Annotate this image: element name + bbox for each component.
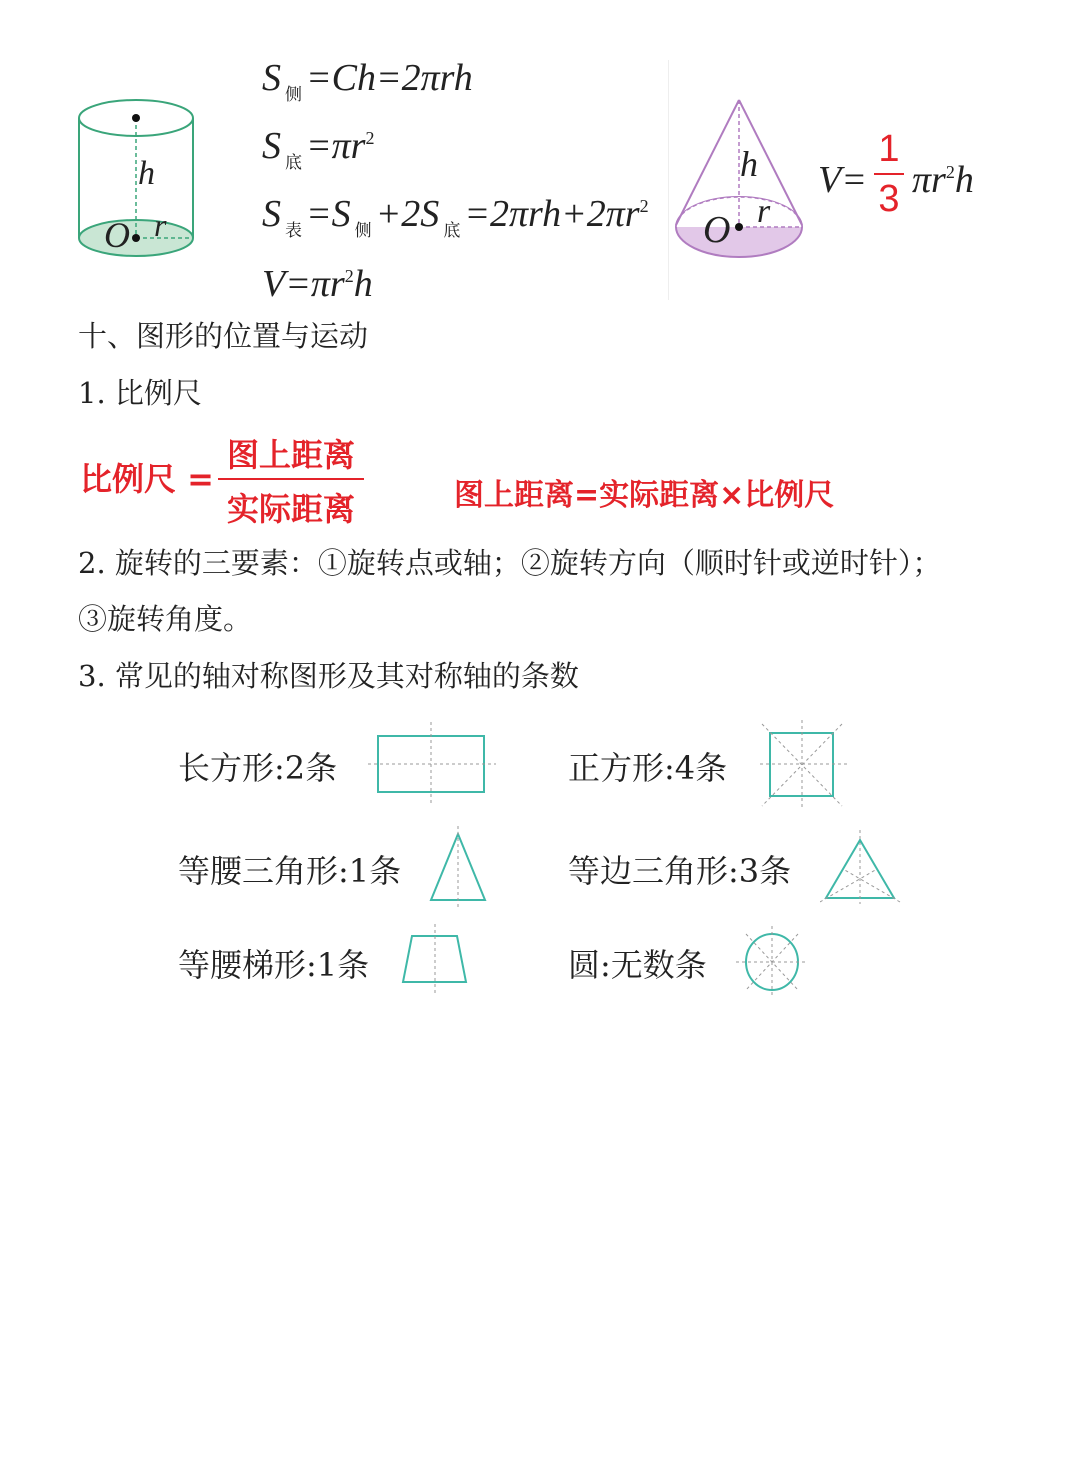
isosceles-trapezoid-symmetry-icon xyxy=(400,924,472,998)
formula-cone-volume-rest xyxy=(912,158,974,202)
scale-formula-lhs: 比例尺 = xyxy=(80,460,214,498)
rotation-line-2: ③旋转角度。 xyxy=(78,602,253,636)
symbol: S xyxy=(262,125,281,167)
shape-label-equilateral-triangle: 等边三角形:3条 xyxy=(568,852,792,890)
section-title: 十、图形的位置与运动 xyxy=(78,319,369,353)
subscript: 底 xyxy=(285,153,302,172)
expr: V=πr xyxy=(262,263,345,305)
formula-cone-volume xyxy=(818,158,867,202)
fraction-bar xyxy=(218,478,364,480)
superscript: 2 xyxy=(945,162,955,182)
symbol: S xyxy=(262,193,281,235)
cone-label-h: h xyxy=(740,144,758,184)
expr: =Ch=2πrh xyxy=(306,57,473,99)
cylinder-label-r: r xyxy=(154,207,167,243)
expr: =S xyxy=(306,193,351,235)
numerator: 1 xyxy=(878,128,900,170)
fraction-one-third xyxy=(872,128,906,220)
expr: =πr xyxy=(306,125,366,167)
subscript: 表 xyxy=(285,221,302,240)
denominator: 3 xyxy=(878,178,900,220)
superscript: 2 xyxy=(639,196,649,216)
cone-label-o: O xyxy=(703,209,731,251)
formula-cylinder-volume xyxy=(262,262,373,306)
isosceles-triangle-symmetry-icon xyxy=(426,826,490,910)
scale-fraction xyxy=(218,430,364,530)
expr: =2πrh+2πr xyxy=(464,193,640,235)
formula-base-area xyxy=(262,124,374,173)
scale-title: 1. 比例尺 xyxy=(78,376,202,410)
rectangle-symmetry-icon xyxy=(368,722,498,808)
shape-label-circle: 圆:无数条 xyxy=(568,946,707,984)
rotation-line-1: 2. 旋转的三要素：①旋转点或轴；②旋转方向（顺时针或逆时针）； xyxy=(78,546,942,580)
shape-label-square: 正方形:4条 xyxy=(568,749,728,787)
shape-label-isosceles-triangle: 等腰三角形:1条 xyxy=(178,852,402,890)
subscript: 底 xyxy=(443,221,461,240)
expr: +2S xyxy=(375,193,440,235)
scale-formula-2: 图上距离=实际距离×比例尺 xyxy=(454,478,835,513)
expr: πr xyxy=(912,159,946,201)
expr: h xyxy=(954,159,974,201)
symmetry-title: 3. 常见的轴对称图形及其对称轴的条数 xyxy=(78,659,579,693)
fraction-bar xyxy=(874,173,904,175)
expr: h xyxy=(353,263,373,305)
expr: V= xyxy=(818,159,867,201)
formula-surface-area xyxy=(262,192,649,241)
subscript: 侧 xyxy=(354,221,372,240)
superscript: 2 xyxy=(365,128,375,148)
formula-lateral-area xyxy=(262,56,473,105)
subscript: 侧 xyxy=(285,85,302,104)
superscript: 2 xyxy=(344,266,354,286)
cone-label-r: r xyxy=(757,193,771,230)
square-symmetry-icon xyxy=(760,720,850,810)
divider xyxy=(668,60,669,300)
equilateral-triangle-symmetry-icon xyxy=(820,828,904,906)
shape-label-isosceles-trapezoid: 等腰梯形:1条 xyxy=(178,946,370,984)
symbol: S xyxy=(262,57,281,99)
cylinder-label-h: h xyxy=(138,155,155,192)
numerator: 图上距离 xyxy=(226,436,355,474)
cylinder-label-o: O xyxy=(104,215,130,255)
shape-label-rectangle: 长方形:2条 xyxy=(178,749,338,787)
circle-symmetry-icon xyxy=(736,926,808,998)
denominator: 实际距离 xyxy=(226,490,355,528)
